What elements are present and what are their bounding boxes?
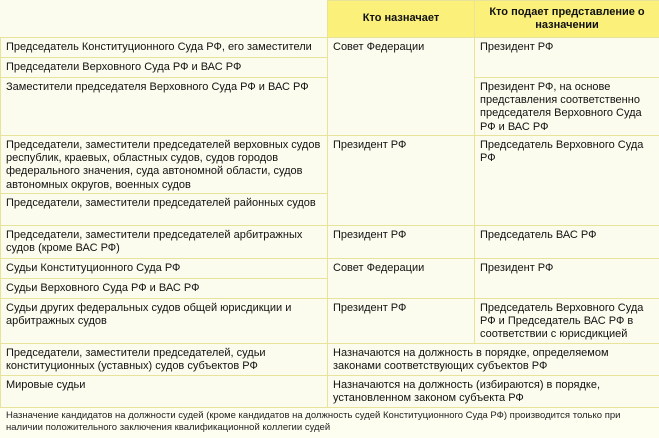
table-row xyxy=(1,375,659,407)
footnote: Назначение кандидатов на должности судей (кроме кандидатов на должность судей Конституционного Суда РФ) производится только при наличии положительного заключения квалификационной коллегии судей xyxy=(6,410,621,433)
appointer-cell: Президент РФ xyxy=(328,299,475,344)
header-empty-cell xyxy=(1,1,328,38)
nominator-cell: Президент РФ, на основе представления соответственно председателя Верховного Суда РФ и ВАС РФ xyxy=(475,78,659,136)
merged-procedure-cell: Назначаются на должность (избираются) в порядке, установленном законом субъекта РФ xyxy=(328,375,659,407)
position-cell: Председатель Конституционного Суда РФ, его заместители xyxy=(1,38,328,58)
position-cell: Судьи других федеральных судов общей юрисдикции и арбитражных судов xyxy=(1,299,328,344)
header-who-appoints: Кто назначает xyxy=(328,1,475,38)
appointer-cell: Президент РФ xyxy=(328,226,475,259)
appointer-cell: Совет Федерации xyxy=(328,259,475,299)
table-row xyxy=(1,299,659,344)
header-who-nominates: Кто подает представление о назначении xyxy=(475,1,659,38)
position-cell: Судьи Верховного Суда РФ и ВАС РФ xyxy=(1,279,328,299)
appointer-cell: Совет Федерации xyxy=(328,38,475,136)
table-header-row xyxy=(1,1,659,38)
table-row xyxy=(1,38,659,58)
table-row xyxy=(1,343,659,375)
position-cell: Мировые судьи xyxy=(1,375,328,407)
nominator-cell: Председатель ВАС РФ xyxy=(475,226,659,259)
appointer-cell: Президент РФ xyxy=(328,136,475,226)
nominator-cell: Президент РФ xyxy=(475,259,659,299)
table-row xyxy=(1,259,659,279)
position-cell: Председатели, заместители председателей районных судов xyxy=(1,194,328,226)
position-cell: Заместители председателя Верховного Суда РФ и ВАС РФ xyxy=(1,78,328,136)
position-cell: Председатели, заместители председателей арбитражных судов (кроме ВАС РФ) xyxy=(1,226,328,259)
position-cell: Председатели Верховного Суда РФ и ВАС РФ xyxy=(1,58,328,78)
nominator-cell: Председатель Верховного Суда РФ и Председатель ВАС РФ в соответствии с юрисдикцией xyxy=(475,299,659,344)
table-row xyxy=(1,136,659,194)
nominator-cell: Председатель Верховного Суда РФ xyxy=(475,136,659,226)
position-cell: Председатели, заместители председателей верховных судов республик, краевых, областных судов, судов городов федерального значения, суда автономной области, судов автономных округов, военных судов xyxy=(1,136,328,194)
merged-procedure-cell: Назначаются на должность в порядке, определяемом законами соответствующих субъектов РФ xyxy=(328,343,659,375)
position-cell: Судьи Конституционного Суда РФ xyxy=(1,259,328,279)
nominator-cell: Президент РФ xyxy=(475,38,659,78)
table-row xyxy=(1,226,659,259)
position-cell: Председатели, заместители председателей, судьи конституционных (уставных) судов субъектов РФ xyxy=(1,343,328,375)
